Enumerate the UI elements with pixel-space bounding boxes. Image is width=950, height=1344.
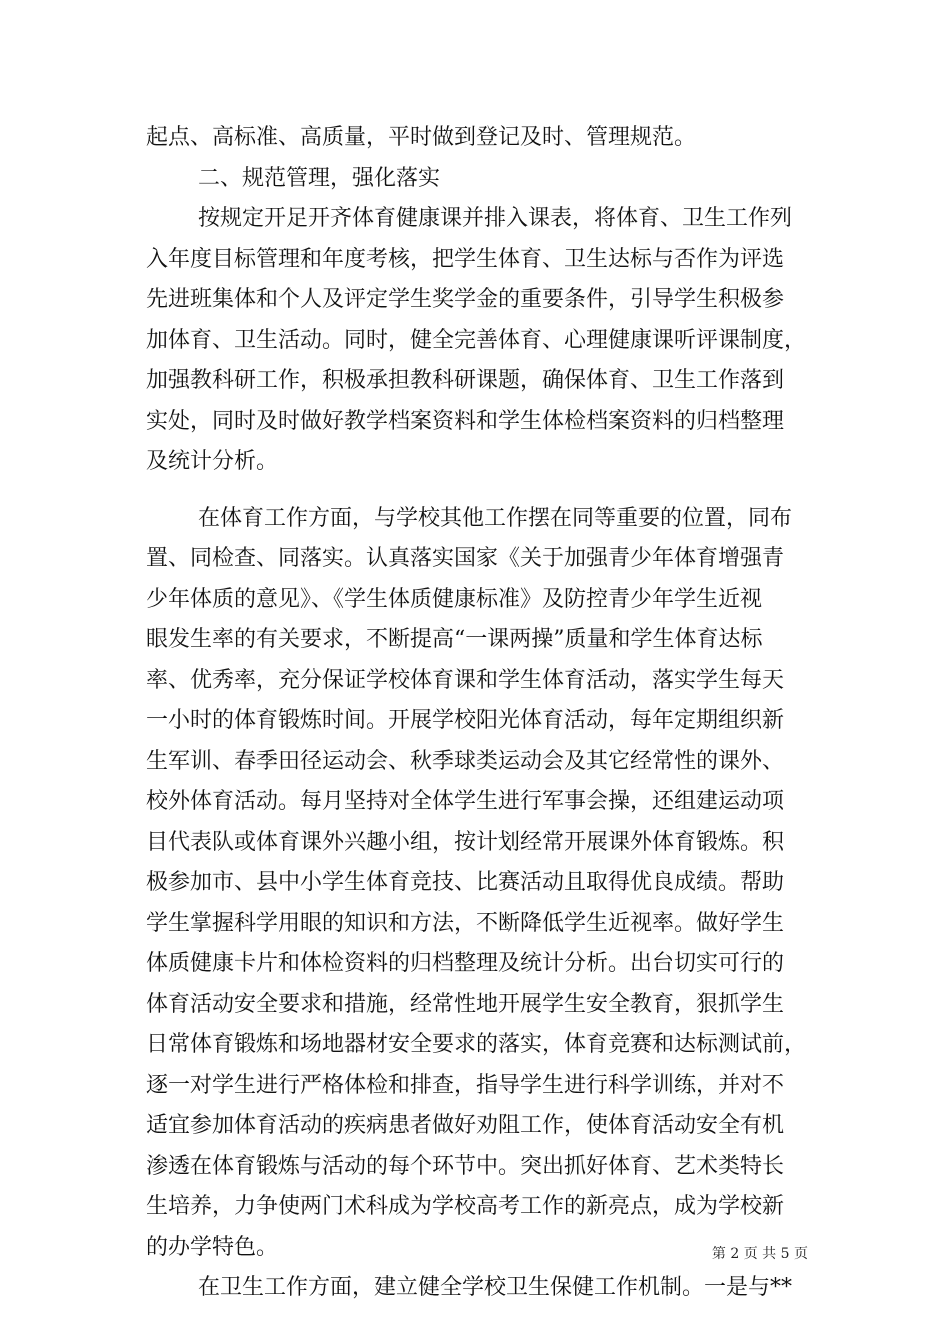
text-line: 起点、高标准、高质量，平时做到登记及时、管理规范。 bbox=[146, 125, 697, 150]
text-line: 逐一对学生进行严格体检和排查，指导学生进行科学训练，并对不 bbox=[146, 1072, 785, 1098]
text-line: 的办学特色。 bbox=[146, 1234, 279, 1260]
section-heading: 二、规范管理，强化落实 bbox=[198, 165, 441, 191]
text-line: 加强教科研工作，积极承担教科研课题，确保体育、卫生工作落到 bbox=[146, 368, 785, 393]
document-body bbox=[146, 118, 826, 1309]
text-line: 及统计分析。 bbox=[146, 449, 279, 474]
text-line: 适宜参加体育活动的疾病患者做好劝阻工作，使体育活动安全有机 bbox=[146, 1113, 785, 1138]
text-line: 入年度目标管理和年度考核，把学生体育、卫生达标与否作为评选 bbox=[146, 246, 785, 272]
text-line: 体育活动安全要求和措施，经常性地开展学生安全教育，狠抓学生 bbox=[146, 991, 785, 1017]
text-line: 生培养，力争使两门术科成为学校高考工作的新亮点，成为学校新 bbox=[146, 1194, 785, 1219]
text-line: 少年体质的意见》、《学生体质健康标准》及防控青少年学生近视 bbox=[146, 586, 763, 612]
page-indicator: 第 2 页 共 5 页 bbox=[711, 1246, 808, 1262]
paragraph-first-line: 在卫生工作方面，建立健全学校卫生保健工作机制。一是与** bbox=[198, 1275, 793, 1300]
text-line: 极参加市、县中小学生体育竞技、比赛活动且取得优良成绩。帮助 bbox=[146, 870, 785, 895]
text-line: 置、同检查、同落实。认真落实国家《关于加强青少年体育增强青 bbox=[146, 546, 785, 571]
paragraph-first-line: 按规定开足开齐体育健康课并排入课表，将体育、卫生工作列 bbox=[198, 206, 793, 231]
text-line: 体质健康卡片和体检资料的归档整理及统计分析。出台切实可行的 bbox=[146, 951, 785, 976]
text-line: 生军训、春季田径运动会、秋季球类运动会及其它经常性的课外、 bbox=[146, 748, 785, 774]
text-line: 学生掌握科学用眼的知识和方法，不断降低学生近视率。做好学生 bbox=[146, 910, 785, 936]
text-line: 日常体育锻炼和场地器材安全要求的落实，体育竞赛和达标测试前， bbox=[146, 1032, 807, 1057]
text-line: 渗透在体育锻炼与活动的每个环节中。突出抓好体育、艺术类特长 bbox=[146, 1153, 785, 1179]
text-line: 率、优秀率，充分保证学校体育课和学生体育活动，落实学生每天 bbox=[146, 667, 785, 693]
text-line: 加体育、卫生活动。同时，健全完善体育、心理健康课听评课制度， bbox=[146, 327, 807, 353]
paragraph-first-line: 在体育工作方面，与学校其他工作摆在同等重要的位置，同布 bbox=[198, 505, 793, 531]
text-line: 眼发生率的有关要求，不断提高“一课两操”质量和学生体育达标 bbox=[146, 627, 763, 652]
text-line: 目代表队或体育课外兴趣小组，按计划经常开展课外体育锻炼。积 bbox=[146, 829, 785, 855]
text-line: 先进班集体和个人及评定学生奖学金的重要条件，引导学生积极参 bbox=[146, 287, 785, 312]
text-line: 校外体育活动。每月坚持对全体学生进行军事会操，还组建运动项 bbox=[146, 789, 785, 814]
paragraph-gap bbox=[146, 483, 826, 499]
text-line: 一小时的体育锻炼时间。开展学校阳光体育活动，每年定期组织新 bbox=[146, 708, 785, 733]
text-line: 实处，同时及时做好教学档案资料和学生体检档案资料的归档整理 bbox=[146, 408, 785, 434]
